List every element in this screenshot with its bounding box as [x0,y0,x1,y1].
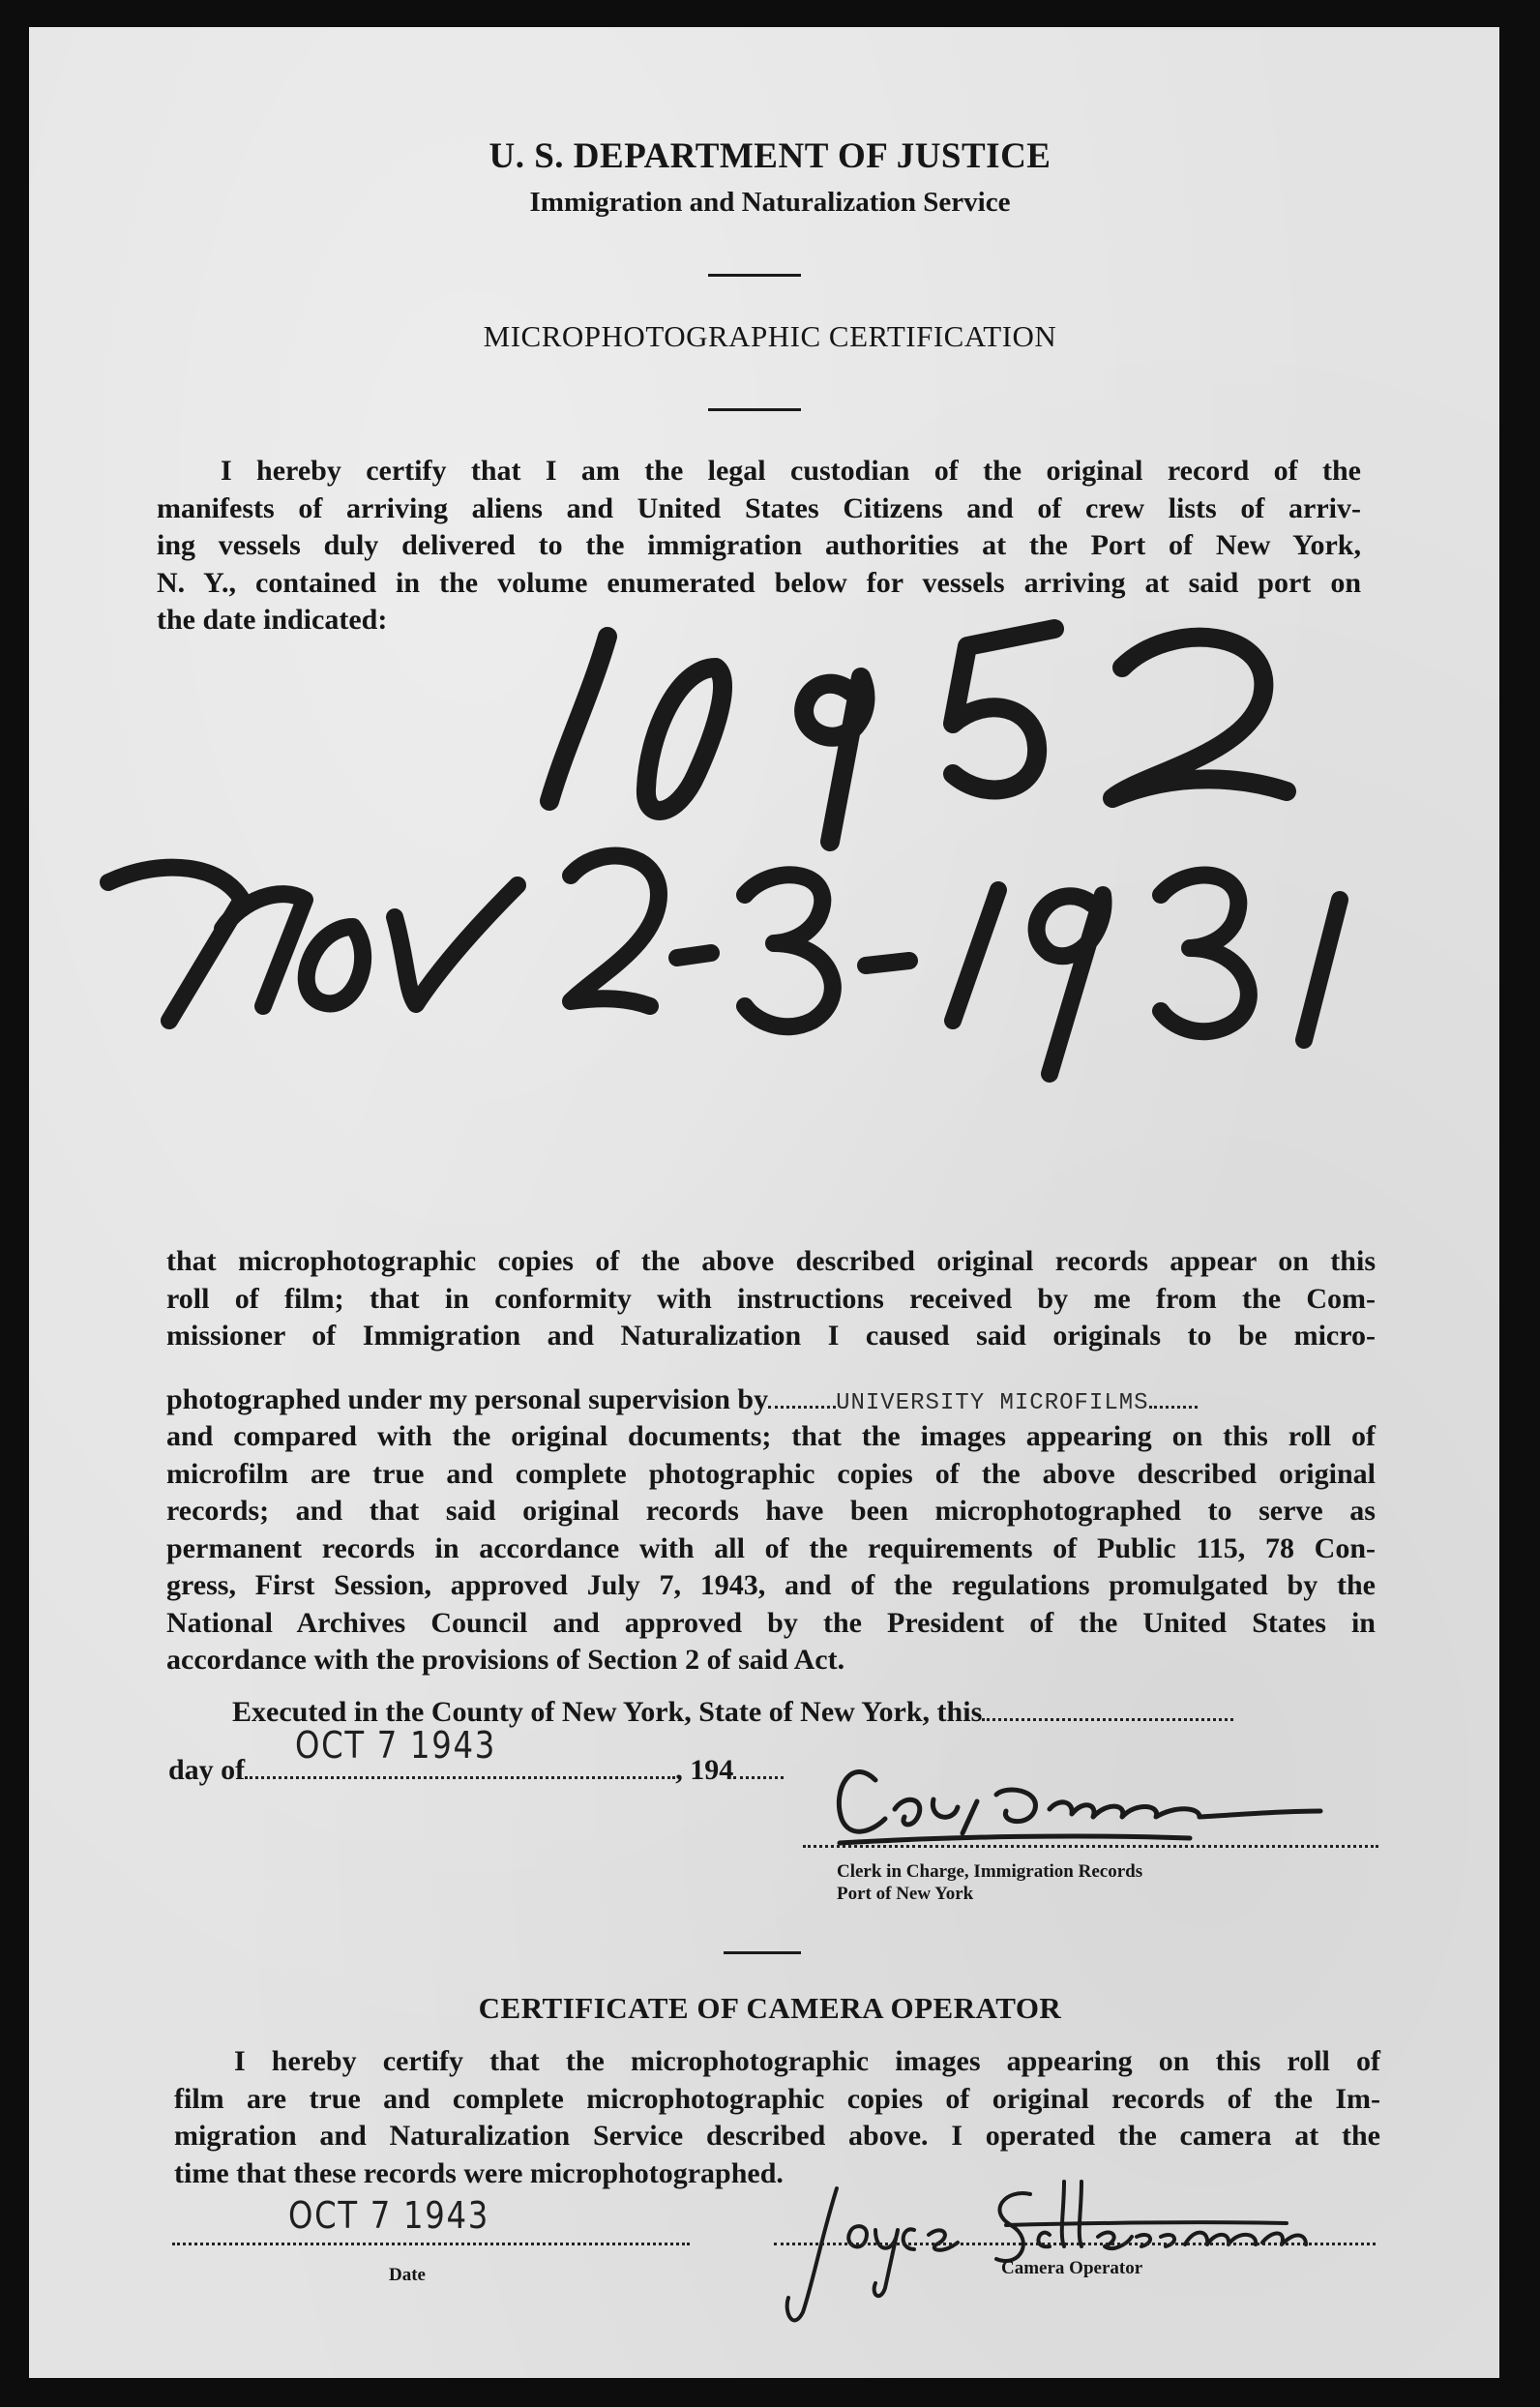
body-line: and compared with the original documents; that the images appearing on this roll of [166,1420,1376,1452]
operator-signature-line [774,2243,1376,2245]
operator-line: time that these records were microphotographed. [174,2156,784,2189]
execution-date-stamp: OCT 7 1943 [295,1724,496,1767]
year-prefix: , 194 [675,1754,734,1786]
operator-date-stamp: OCT 7 1943 [288,2194,489,2237]
operator-label: Camera Operator [1001,2258,1143,2278]
intro-line: the date indicated: [157,604,388,636]
intro-line: N. Y., contained in the volume enumerated below for vessels arriving at said port on [157,566,1361,599]
agency-heading: U. S. DEPARTMENT OF JUSTICE [489,136,1051,176]
body-line: missioner of Immigration and Naturalization I caused said originals to be micro- [166,1320,1376,1352]
date-label: Date [389,2265,426,2285]
operator-line: migration and Naturalization Service described above. I operated the camera at the [174,2120,1380,2152]
body-line: microfilm are true and complete photographic copies of the above described original [166,1457,1376,1490]
day-of-label: day of [168,1754,246,1786]
body-line: roll of film; that in conformity with instructions received by me from the Com- [166,1282,1376,1315]
body-line: National Archives Council and approved by the President of the United States in [166,1606,1376,1639]
intro-line: ing vessels duly delivered to the immigration authorities at the Port of New York, [157,529,1361,561]
body-line: records; and that said original records have been microphotographed to serve as [166,1495,1376,1527]
body-line: accordance with the provisions of Section 2 of said Act. [166,1644,845,1676]
supervision-prefix: photographed under my personal supervision by [166,1383,769,1415]
clerk-title-line: Port of New York [837,1884,974,1904]
certification-title: MICROPHOTOGRAPHIC CERTIFICATION [483,319,1057,353]
operator-line: film are true and complete microphotographic copies of original records of the Im- [174,2082,1380,2115]
intro-line: manifests of arriving aliens and United States Citizens and of crew lists of arriv- [157,491,1361,524]
service-subheading: Immigration and Naturalization Service [529,187,1011,218]
executed-text: Executed in the County of New York, State of New York, this [232,1696,983,1728]
intro-line: I hereby certify that I am the legal custodian of the original record of the [221,455,1361,487]
body-line: permanent records in accordance with all of the requirements of Public 115, 78 Con- [166,1531,1376,1564]
clerk-title-line: Clerk in Charge, Immigration Records [837,1861,1143,1882]
operator-line: I hereby certify that the microphotographic images appearing on this roll of [234,2045,1380,2077]
supervisor-name: UNIVERSITY MICROFILMS [836,1390,1149,1416]
camera-operator-title: CERTIFICATE OF CAMERA OPERATOR [478,1991,1062,2025]
body-line: that microphotographic copies of the above described original records appear on this [166,1245,1376,1277]
body-line: gress, First Session, approved July 7, 1943, and of the regulations promulgated by the [166,1569,1376,1601]
